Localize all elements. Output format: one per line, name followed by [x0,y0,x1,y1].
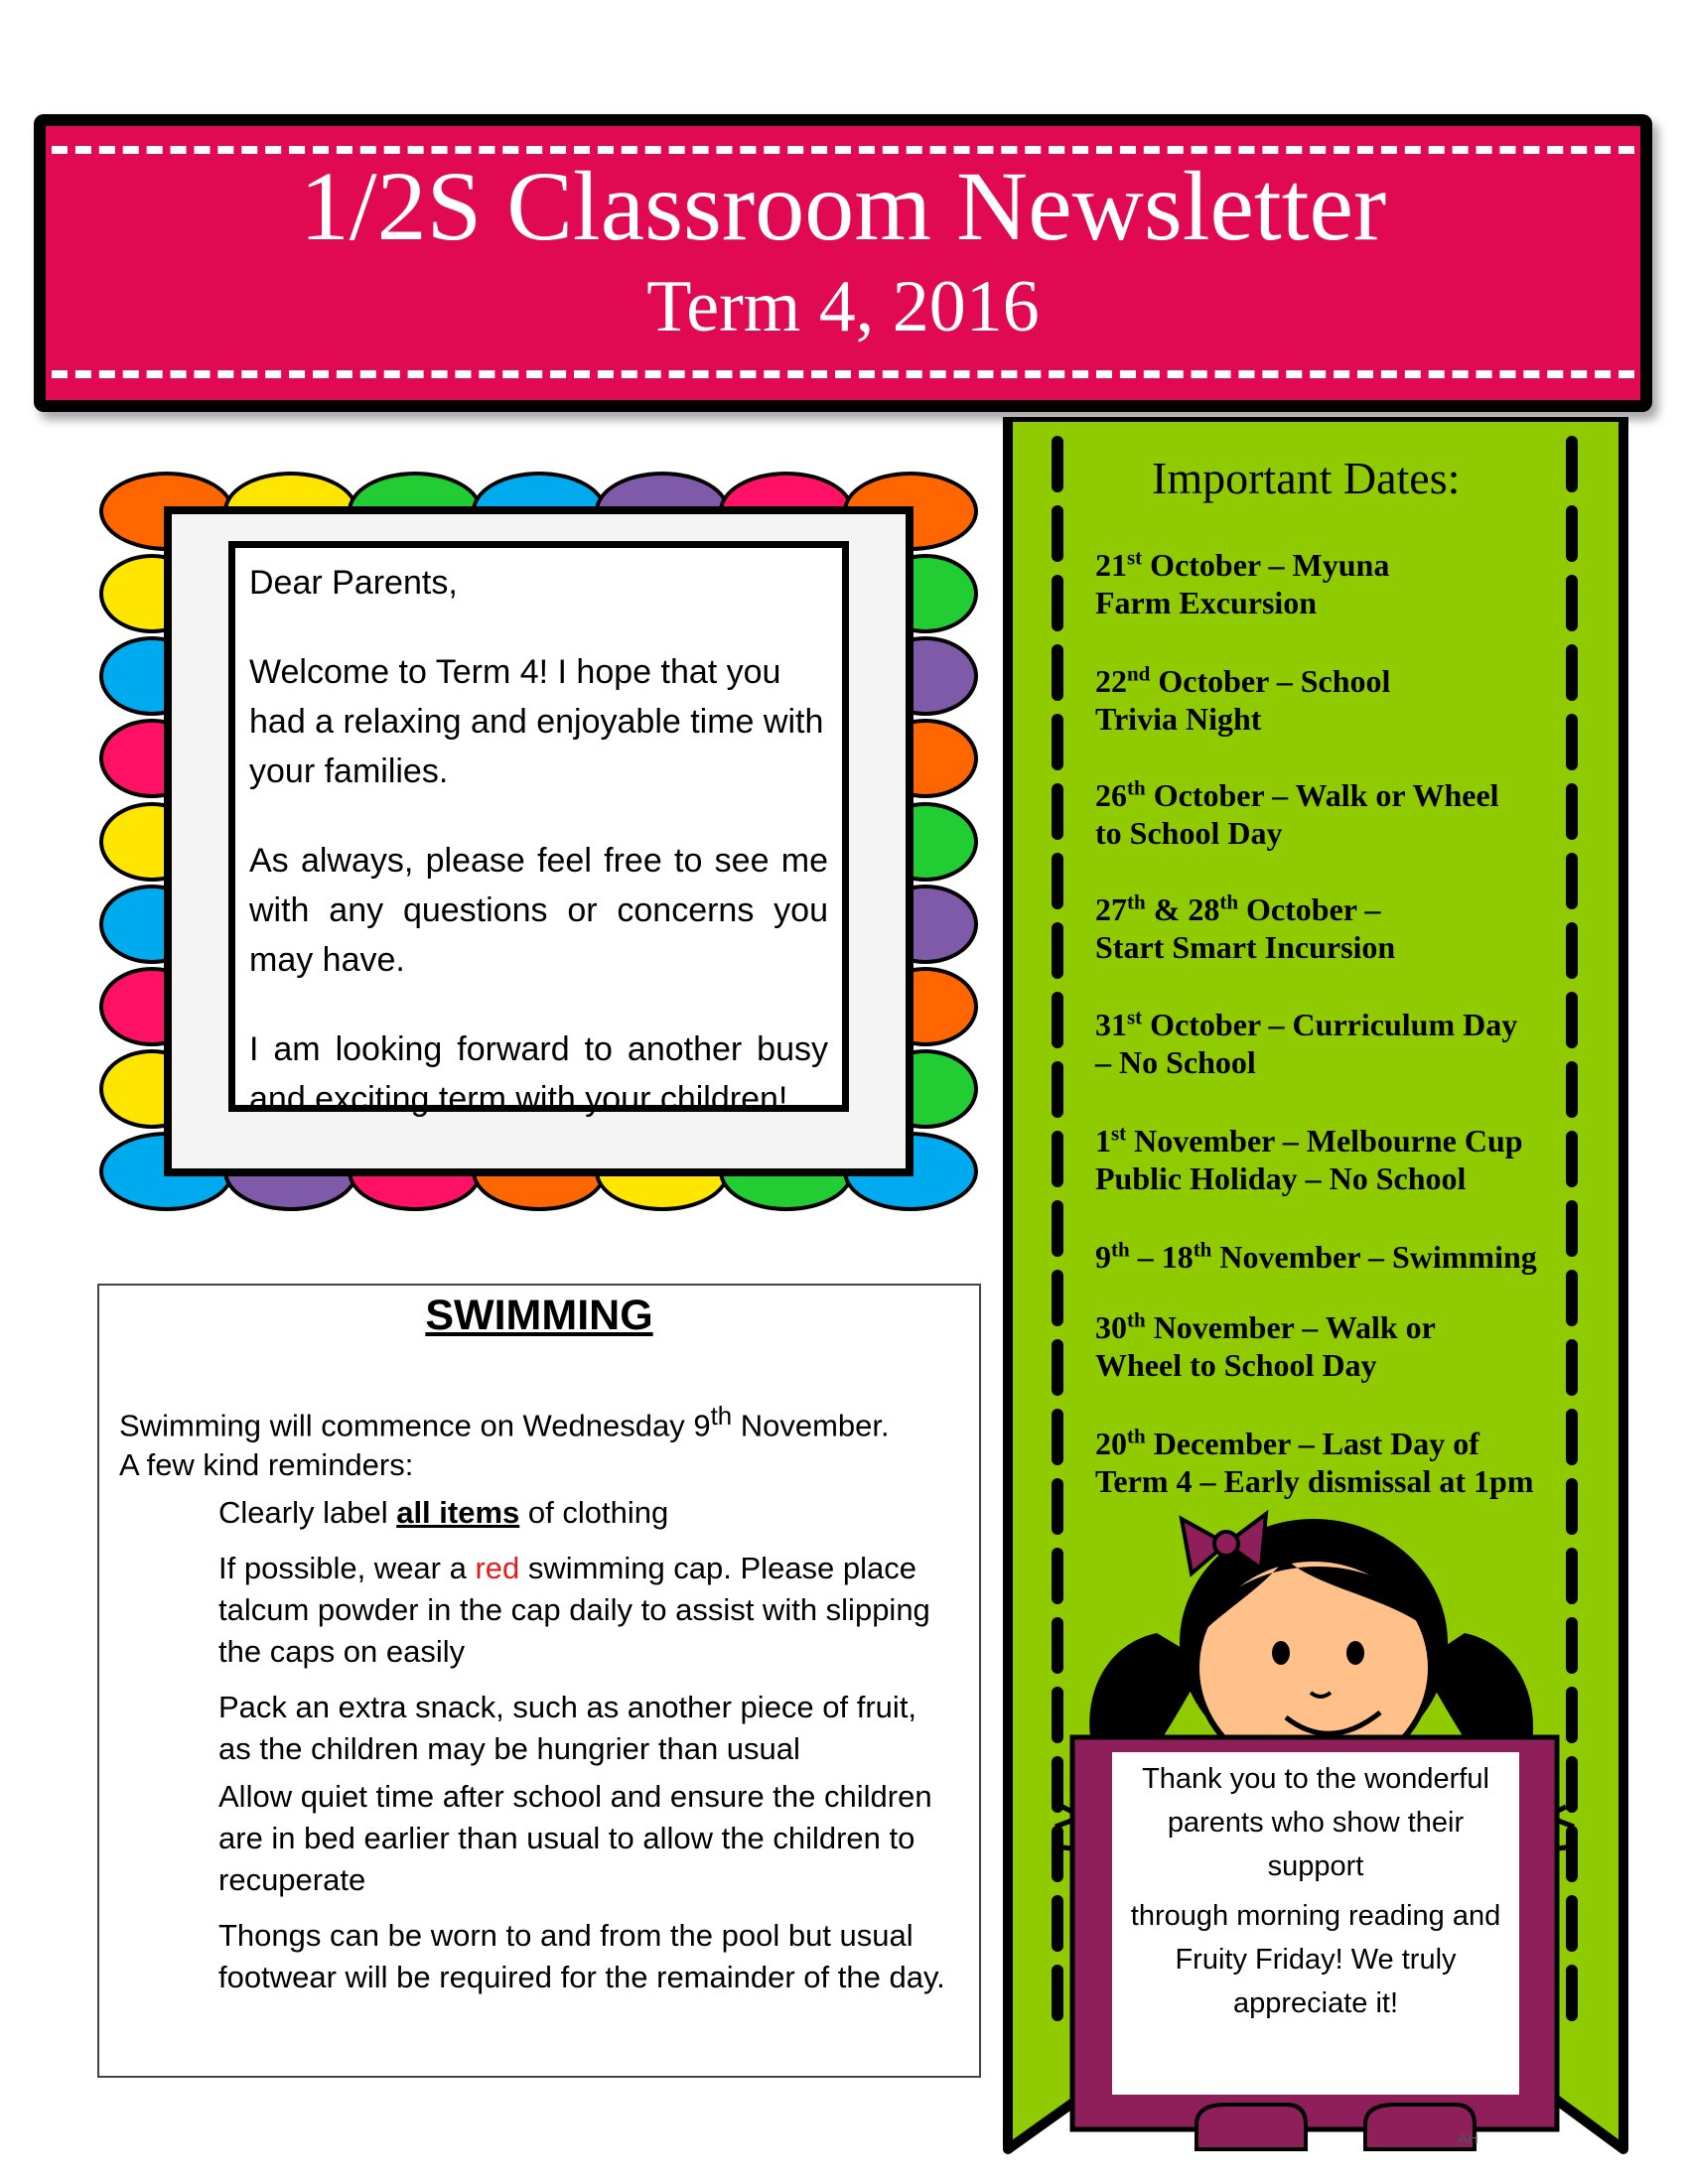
date-ordinal: th [1219,889,1239,914]
list-item-text: If possible, wear a [218,1551,476,1585]
emphasis-all-items: all items [396,1495,520,1530]
list-item [171,1492,955,1534]
thank-you-line: support [1267,1850,1364,1882]
thank-you-line: Fruity Friday! We truly [1175,1944,1457,1976]
date-description-line2: Wheel to School Day [1095,1347,1377,1383]
banner-dashed-line-bottom [52,370,1634,378]
header-banner [34,114,1652,412]
girl-eye-right [1346,1641,1364,1665]
date-entry [1095,1238,1562,1276]
date-description: October – Curriculum Day [1142,1007,1518,1042]
date-entry [1095,890,1562,966]
date-description-line2: Farm Excursion [1095,585,1318,620]
letter-frame [99,472,978,1211]
thank-you-line: appreciate it! [1232,1987,1399,2019]
date-ordinal: th [1193,1237,1212,1262]
girl-shoe-left [1196,2105,1306,2149]
date-ordinal: st [1111,1121,1127,1146]
list-item-text: Allow quiet time after school and ensure the children are in bed earlier than usual to allow the children to recuperate [218,1779,932,1897]
list-item [171,1548,955,1673]
date-description: November – Swimming [1211,1239,1537,1275]
thank-you-line: parents who show their [1167,1807,1465,1839]
date-ordinal: th [1111,1237,1130,1262]
swimming-intro [119,1397,890,1485]
girl-eye-left [1272,1641,1290,1665]
emphasis-red: red [475,1551,520,1585]
date-day: 31 [1095,1007,1127,1042]
date-entry [1095,546,1562,621]
swimming-intro-suffix: th [710,1403,733,1431]
thank-you-message [1112,1757,1519,2065]
swimming-title: SWIMMING [425,1292,653,1339]
letter-paragraph-2: As always, please feel free to see me with any questions or concerns you may have. [249,842,828,979]
date-ordinal: th [1127,889,1146,914]
thank-you-line: through morning reading and [1130,1900,1501,1932]
list-item [171,1915,955,1998]
date-description-line2: Term 4 – Early dismissal at 1pm [1095,1463,1534,1499]
newsletter-subtitle: Term 4, 2016 [646,266,1040,347]
newsletter-title: 1/2S Classroom Newsletter [299,151,1387,261]
letter-to-parents [228,541,849,1118]
date-ordinal: th [1127,1307,1146,1332]
date-joiner: & [1145,891,1189,927]
banner-fill [46,126,1640,400]
date-ordinal: th [1127,775,1146,800]
date-day: 30 [1095,1309,1127,1345]
swimming-intro-reminders: A few kind reminders: [119,1447,414,1483]
date-joiner: – [1129,1239,1162,1275]
swimming-intro-text: Swimming will commence on Wednesday 9 [119,1408,711,1443]
letter-paragraph-1: Welcome to Term 4! I hope that you had a relaxing and enjoyable time with your families. [249,653,824,790]
letter-paragraph-3: I am looking forward to another busy and exciting term with your children! [249,1030,828,1118]
swimming-section [97,1284,981,2078]
date-ordinal: th [1127,1424,1146,1448]
list-item-text: Clearly label [218,1495,397,1530]
date-ordinal: st [1127,1005,1143,1029]
date-ordinal: st [1127,545,1143,570]
artist-signature: AH [1458,2130,1478,2147]
date-entry [1095,1425,1562,1500]
date-description: December – Last Day of [1145,1426,1479,1461]
date-day: 20 [1095,1426,1127,1461]
list-item [171,1776,955,1901]
date-ordinal: nd [1127,661,1151,686]
date-entry [1095,776,1562,852]
date-description: October – School [1150,663,1391,699]
swimming-reminders-list [171,1492,955,1998]
important-dates-title: Important Dates: [1152,453,1461,503]
date-day: 18 [1161,1239,1194,1275]
date-entry [1095,1122,1562,1197]
date-day: 1 [1095,1123,1111,1159]
thank-you-line: Thank you to the wonderful [1142,1763,1489,1795]
date-description-line2: – No School [1095,1044,1256,1080]
date-description-line2: Trivia Night [1095,701,1262,737]
list-item-text: swimming cap. Please place talcum powder in the cap daily to assist with slipping the caps on easily [218,1551,930,1669]
list-item-text: of clothing [519,1495,669,1530]
date-entry [1095,662,1562,738]
date-day: 21 [1095,547,1127,583]
list-item [171,1687,955,1770]
date-description: October – Myuna [1142,547,1390,583]
swimming-intro-month: November. [732,1408,890,1443]
date-day: 28 [1188,891,1220,927]
date-entry [1095,1308,1562,1384]
letter-greeting: Dear Parents, [249,564,458,602]
list-item-text: Pack an extra snack, such as another piece of fruit, as the children may be hungrier than usual [218,1690,917,1766]
date-description: November – Melbourne Cup [1126,1123,1523,1159]
date-day: 22 [1095,663,1127,699]
date-description-line2: to School Day [1095,815,1283,851]
date-day: 9 [1095,1239,1111,1275]
date-description: November – Walk or [1145,1309,1436,1345]
date-description: October – [1238,891,1381,927]
date-description-line2: Public Holiday – No School [1095,1160,1467,1196]
date-day: 27 [1095,891,1127,927]
date-description-line2: Start Smart Incursion [1095,929,1396,965]
list-item-text: Thongs can be worn to and from the pool but usual footwear will be required for the remainder of the day. [218,1918,945,1994]
date-entry [1095,1006,1562,1081]
date-description: October – Walk or Wheel [1145,777,1499,813]
date-day: 26 [1095,777,1127,813]
